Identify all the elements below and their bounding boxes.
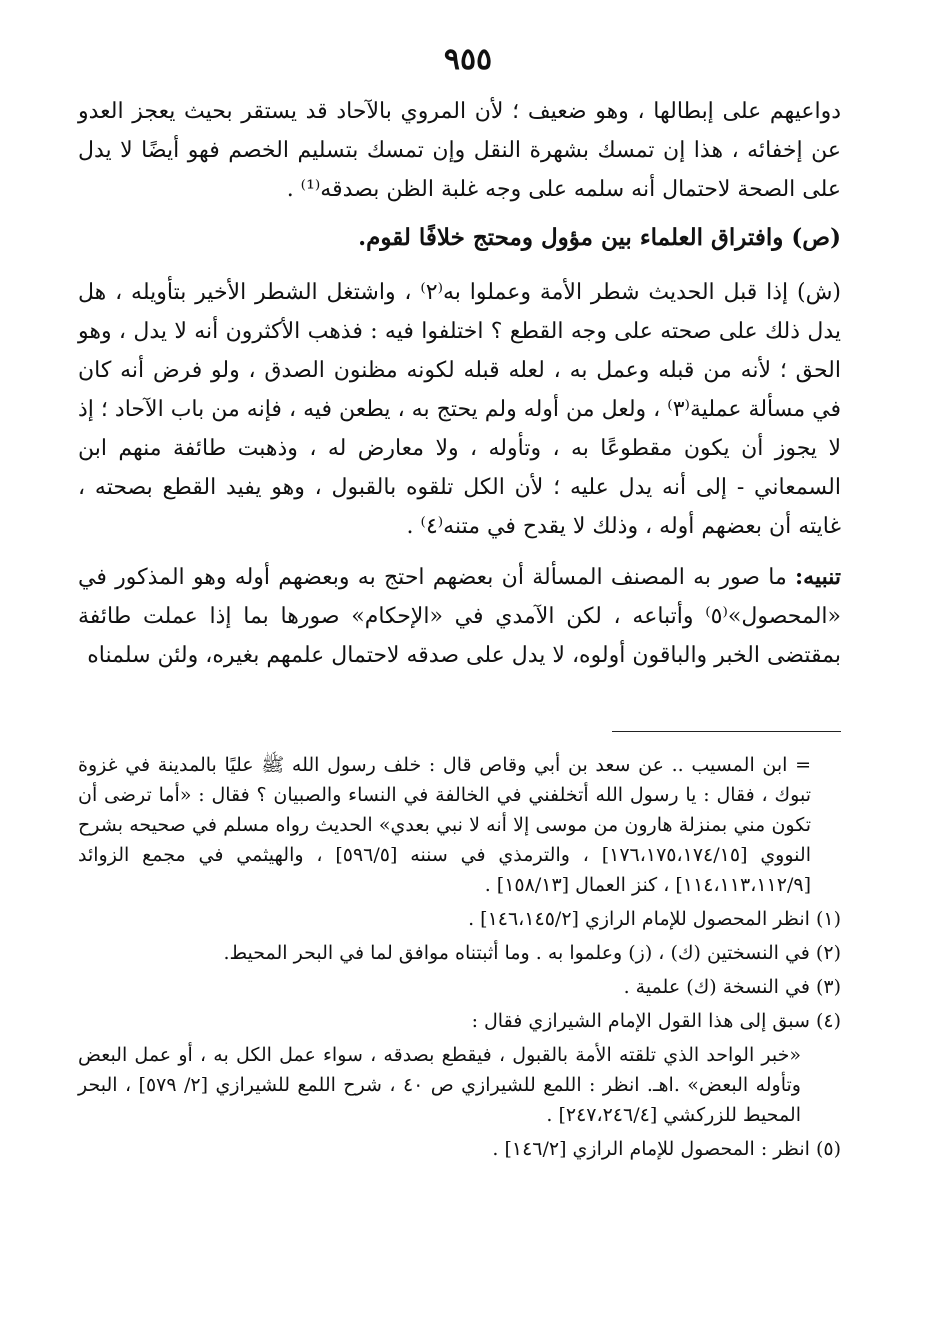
footnote-continued: = ابن المسيب .. عن سعد بن أبي وقاص قال : خلف رسول الله ﷺ عليًا بالمدينة في غزوة تبوك ، فقال : يا رسول الله أتخلفني في الخالفة في النساء والصبيان ؟ فقال : «أما ترضى أن تكون مني بمنزلة هارون من موسى إلا أنه لا نبي بعدي» الحديث رواه مسلم في صحيحه بشرح النووي [١٧٦،١٧٥،١٧٤/١٥] ، والترمذي في سننه [٥٩٦/٥] ، والهيثمي في مجمع الزوائد [١١٤،١١٣،١١٢/٩] ، كنز العمال [١٥٨/١٣] . (78, 754, 811, 896)
note-label: تنبيه: (795, 564, 841, 590)
footnote-separator (612, 731, 841, 732)
paragraph-continuation: دواعيهم على إبطالها ، وهو ضعيف ؛ لأن المروي بالآحاد قد يستقر بحيث يعجز العدو عن إخفائه ، هذا إن تمسك بشهرة النقل وإن تمسك بتسليم الخصم فهو أيضًا لا يدل على الصحة لاحتمال أنه سلمه على وجه غلبة الظن بصدقه⁽¹⁾ . (78, 99, 841, 202)
paragraph-commentary: (ش) إذا قبل الحديث شطر الأمة وعملوا به⁽٢⁾ ، واشتغل الشطر الأخير بتأويله ، هل يدل ذلك على صحته على وجه القطع ؟ اختلفوا فيه : فذهب الأكثرون أنه لا يدل ، وهو الحق ؛ لأنه من قبله وعمل به ، لعله قبله لكونه مظنون الصدق ، ولو فرض أنه كان في مسألة عملية⁽٣⁾ ، ولعل من أوله ولم يحتج به ، يطعن فيه ، فإنه من باب الآحاد ؛ إذ لا يجوز أن يكون مقطوعًا به ، وتأوله ، ولا معارض له ، وذهبت طائفة منهم ابن السمعاني - إلى أنه يدل عليه ؛ لأن الكل تلقوه بالقبول ، وهو يفيد القطع بصحته ، غايته أن بعضهم أوله ، وذلك لا يقدح في متنه⁽٤⁾ . (78, 280, 842, 539)
main-text (78, 92, 841, 675)
footnote-5: (٥) انظر : المحصول للإمام الرازي [١٤٦/٢] . (492, 1138, 841, 1160)
footnote-1: (١) انظر المحصول للإمام الرازي [١٤٦،١٤٥/٢] . (468, 908, 841, 930)
footnotes (78, 750, 841, 1164)
footnote-3: (٣) في النسخة (ك) علمية . (623, 976, 841, 998)
page-number: ٩٥٥ (443, 42, 493, 77)
paragraph-note (78, 558, 841, 675)
note-text: ما صور به المصنف المسألة أن بعضهم احتج به وبعضهم أوله وهو المذكور في «المحصول»⁽٥⁾ وأتباعه ، لكن الآمدي في «الإحكام» صورها بما إذا عملت طائفة بمقتضى الخبر والباقون أولوه، لا يدل على صدقه لاحتمال علمهم بغيره، ولئن سلمناه (78, 565, 841, 668)
footnote-4-quote: «خبر الواحد الذي تلقته الأمة بالقبول ، فيقطع بصدقه ، سواء عمل الكل به ، أو عمل البعض وتأوله البعض» .اهـ. انظر : اللمع للشيرازي ص ٤٠ ، شرح اللمع للشيرازي [٢/ ٥٧٩] ، البحر المحيط للزركشي [٢٤٧،٢٤٦/٤] . (78, 1044, 801, 1126)
footnote-2: (٢) في النسختين (ك) ، (ز) وعلموا به . وما أثبتناه موافق لما في البحر المحيط. (223, 942, 841, 964)
footnote-4: (٤) سبق إلى هذا القول الإمام الشيرازي فقال : (471, 1010, 841, 1032)
section-heading: (ص) وافتراق العلماء بين مؤول ومحتج خلافًا لقوم. (358, 224, 841, 251)
